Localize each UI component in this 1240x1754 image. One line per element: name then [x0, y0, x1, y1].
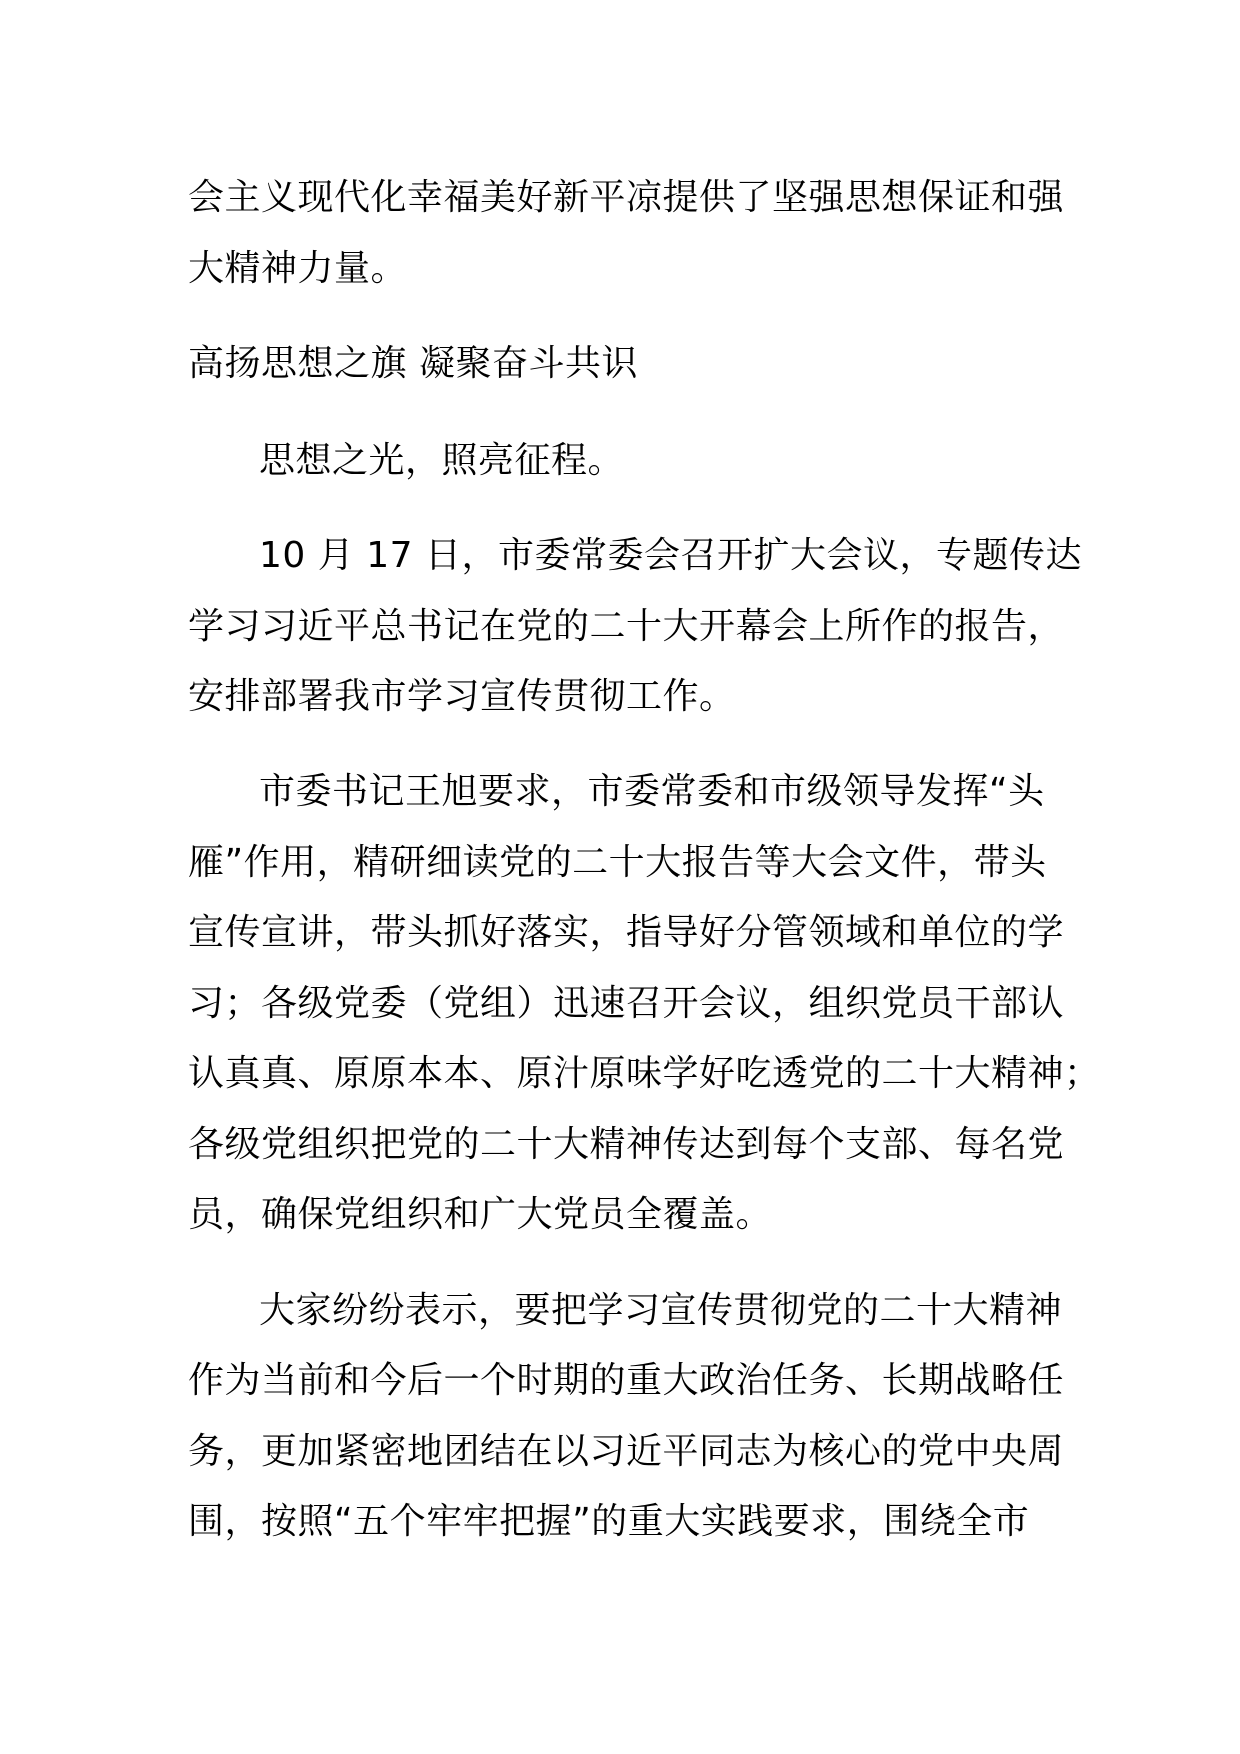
paragraph-3-line-1: 市委书记王旭要求，市委常委和市级领导发挥“头 [259, 771, 1045, 812]
paragraph-3-line-6: 各级党组织把党的二十大精神传达到每个支部、每名党 [188, 1124, 1065, 1165]
paragraph-3-line-5: 认真真、原原本本、原汁原味学好吃透党的二十大精神； [188, 1053, 1101, 1094]
paragraph-4-line-1: 大家纷纷表示，要把学习宣传贯彻党的二十大精神 [259, 1290, 1063, 1331]
paragraph-4-line-2: 作为当前和今后一个时期的重大政治任务、长期战略任 [188, 1360, 1065, 1401]
intro-line-1: 会主义现代化幸福美好新平凉提供了坚强思想保证和强 [188, 177, 1065, 218]
paragraph-2-line-1: 10 月 17 日，市委常委会召开扩大会议，专题传达 [259, 535, 1082, 576]
section-heading: 高扬思想之旗 凝聚奋斗共识 [188, 343, 638, 384]
intro-line-2: 大精神力量。 [188, 248, 408, 289]
paragraph-3-line-3: 宣传宣讲，带头抓好落实，指导好分管领域和单位的学 [188, 912, 1065, 953]
paragraph-4-line-3: 务，更加紧密地团结在以习近平同志为核心的党中央周 [188, 1431, 1065, 1472]
paragraph-3-line-7: 员，确保党组织和广大党员全覆盖。 [188, 1194, 773, 1235]
paragraph-3-line-2: 雁”作用，精研细读党的二十大报告等大会文件，带头 [188, 842, 1047, 883]
paragraph-2-line-2: 学习习近平总书记在党的二十大开幕会上所作的报告， [188, 606, 1065, 647]
paragraph-1-line-1: 思想之光，照亮征程。 [259, 440, 625, 481]
paragraph-4-line-4: 围，按照“五个牢牢把握”的重大实践要求，围绕全市 [188, 1501, 1030, 1542]
paragraph-2-line-3: 安排部署我市学习宣传贯彻工作。 [188, 676, 736, 717]
paragraph-3-line-4: 习；各级党委（党组）迅速召开会议，组织党员干部认 [188, 983, 1065, 1024]
